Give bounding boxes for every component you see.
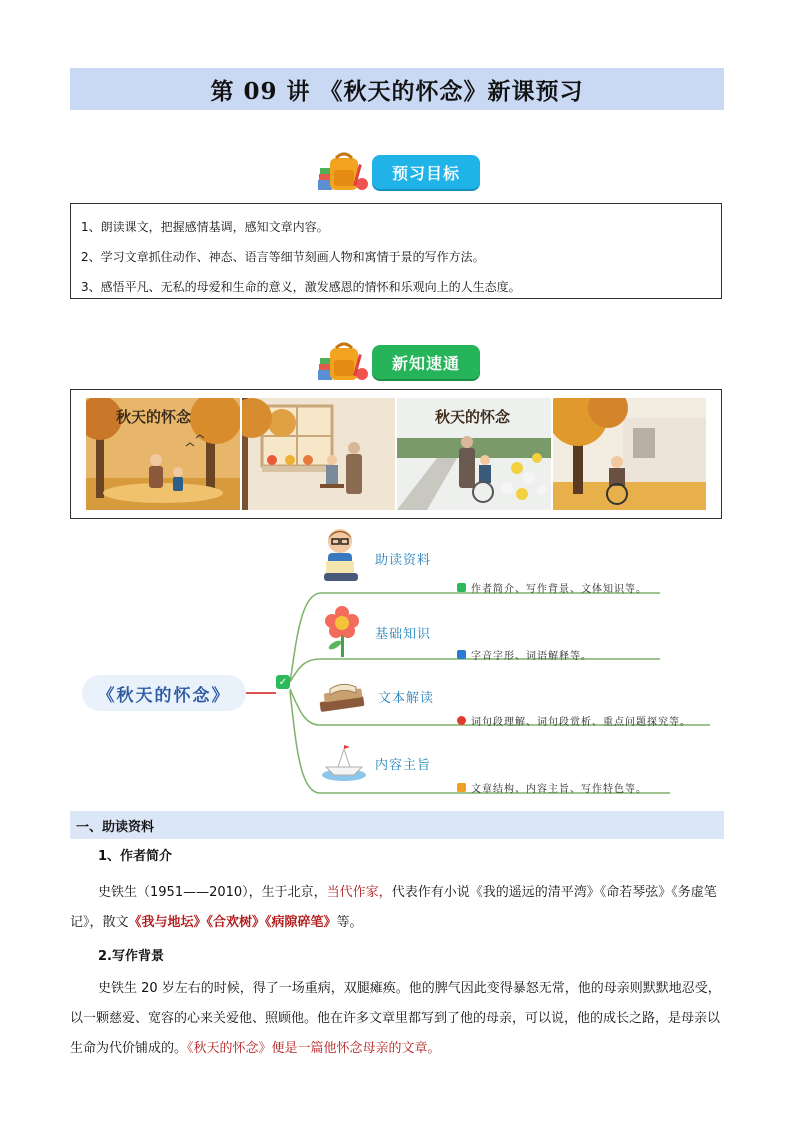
goal-item: 2、学习文章抓住动作、神态、语言等细节刻画人物和寓情于景的写作方法。 xyxy=(81,250,485,264)
paper-boat-icon xyxy=(320,743,368,787)
highlight-text: 《秋天的怀念》便是一篇他怀念母亲的文章。 xyxy=(187,1041,441,1056)
branch-label: 内容主旨 xyxy=(375,758,432,773)
branch-detail xyxy=(457,647,592,662)
knowledge-badge xyxy=(316,340,480,384)
wheelchair-flowers-illustration xyxy=(397,398,551,510)
branch-detail-text: 字音字形、词语解释等。 xyxy=(471,651,592,662)
window-scene-illustration xyxy=(242,398,396,510)
branch-detail-text: 文章结构、内容主旨、写作特色等。 xyxy=(471,784,647,795)
branch-detail xyxy=(457,713,691,728)
books-icon xyxy=(316,675,368,721)
illustration-caption: 秋天的怀念 xyxy=(435,408,511,426)
text-span: 《务虚笔记》，散文 xyxy=(70,885,717,930)
text-span: 代表作有小说《我的遥远的清平湾》《命若琴弦》 xyxy=(391,885,672,900)
schoolbag-icon xyxy=(316,340,370,384)
subsection-title: 2.写作背景 xyxy=(98,949,164,964)
flower-icon xyxy=(324,605,360,663)
author-intro-paragraph xyxy=(70,878,724,938)
section-body xyxy=(70,846,724,1064)
goals-box xyxy=(70,203,722,299)
bullet-icon xyxy=(457,650,466,659)
bullet-icon xyxy=(457,783,466,792)
reading-boy-icon xyxy=(318,527,362,589)
courtyard-wheelchair-illustration xyxy=(553,398,707,510)
branch-detail-text: 词句段理解、词句段赏析、重点问题探究等。 xyxy=(471,717,691,728)
branch-label: 助读资料 xyxy=(375,553,432,568)
autumn-walk-illustration xyxy=(86,398,240,510)
highlight-text: 《我与地坛》《合欢树》《病隙碎笔》 xyxy=(128,915,337,930)
text-span: 等。 xyxy=(336,915,363,930)
branch-detail xyxy=(457,580,647,595)
illustration-caption: 秋天的怀念 xyxy=(116,408,192,426)
check-icon: ✓ xyxy=(276,675,290,689)
highlight-text: 当代作家， xyxy=(326,885,392,900)
goals-badge xyxy=(316,150,480,194)
title-bar xyxy=(70,68,724,110)
branch-detail xyxy=(457,780,647,795)
mind-map xyxy=(70,525,730,805)
branch-detail-text: 作者简介、写作背景、文体知识等。 xyxy=(471,584,647,595)
goal-item: 1、朗读课文，把握感情基调，感知文章内容。 xyxy=(81,220,329,234)
subsection-title: 1、作者简介 xyxy=(98,849,173,864)
bullet-icon xyxy=(457,716,466,725)
schoolbag-icon xyxy=(316,150,370,194)
knowledge-badge-label: 新知速通 xyxy=(372,345,480,379)
goals-badge-label: 预习目标 xyxy=(372,155,480,189)
mind-map-root: 《秋天的怀念》 xyxy=(82,675,246,711)
text-span: 史铁生（1951——2010），生于北京， xyxy=(98,885,327,900)
branch-label: 基础知识 xyxy=(375,627,432,642)
bullet-icon xyxy=(457,583,466,592)
goal-item: 3、感悟平凡、无私的母爱和生命的意义，激发感恩的情怀和乐观向上的人生态度。 xyxy=(81,280,521,294)
branch-label: 文本解读 xyxy=(378,691,435,706)
section-header: 一、助读资料 xyxy=(70,811,724,839)
background-paragraph xyxy=(70,974,724,1064)
text-span: 史铁生 20 岁左右的时候，得了一场重病，双腿瘫痪。他的脾气因此变得暴怒无常，他的母亲则默默地忍受，以一颗慈爱、宽容的心来关爱他、照顾他。他在许多文章里都写到了他的母亲，可以说，他的成长之路，是母亲以生命为代价铺成的。 xyxy=(70,981,721,1056)
page-title: 第 09 讲 《秋天的怀念》新课预习 xyxy=(210,77,584,105)
illustration-gallery xyxy=(70,389,722,519)
